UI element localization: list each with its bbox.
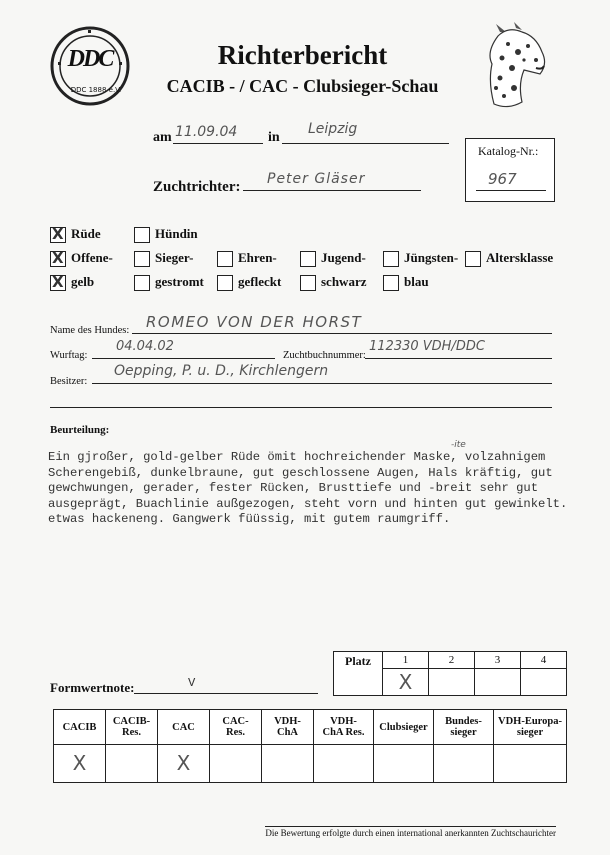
assessment-line: etwas hackeneng. Gangwerk füüssig, mit gutem raumgriff. xyxy=(48,512,451,527)
logo-letters: DDC xyxy=(67,46,113,72)
am-label: am xyxy=(153,130,172,145)
award-label: CACIB- xyxy=(112,716,151,727)
award-label: CACIB xyxy=(62,721,97,733)
option-label: Jüngsten- xyxy=(404,250,459,265)
option-label: schwarz xyxy=(321,274,367,289)
awards-table xyxy=(53,709,567,783)
zuchtrichter-label: Zuchtrichter: xyxy=(153,179,241,195)
checkbox-sieger[interactable] xyxy=(134,251,150,267)
checkbox-schwarz[interactable] xyxy=(300,275,316,291)
formwert-value: V xyxy=(188,676,196,690)
formwert-label: Formwertnote: xyxy=(50,680,135,695)
checkbox-offene[interactable] xyxy=(50,251,66,267)
award-label: ChA xyxy=(276,727,298,738)
checkbox-gelb[interactable] xyxy=(50,275,66,291)
option-ruede[interactable] xyxy=(50,226,101,243)
award-mark-cac-res[interactable] xyxy=(210,745,262,783)
zuchtbuch-value: 112330 VDH/DDC xyxy=(369,339,485,354)
check-mark: X xyxy=(52,273,64,292)
report-title: Richterbericht xyxy=(217,40,388,70)
assessment-line: gewchwungen, gerader, fester Rücken, Brusttiefe und -breit sehr gut xyxy=(48,481,539,496)
platz-mark-1[interactable]: X xyxy=(383,669,429,696)
option-schwarz[interactable] xyxy=(300,274,367,291)
option-label: Hündin xyxy=(155,226,198,241)
great-dane-illustration xyxy=(478,22,556,119)
award-mark-clubsieger[interactable] xyxy=(374,745,434,783)
katalog-label: Katalog-Nr.: xyxy=(478,144,539,158)
award-label: VDH- xyxy=(330,716,357,727)
option-label: blau xyxy=(404,274,429,289)
katalog-box xyxy=(465,138,555,202)
option-label: Jugend- xyxy=(321,250,366,265)
award-mark-cac[interactable]: X xyxy=(158,745,210,783)
footer-note: Die Bewertung erfolgte durch einen international anerkannten Zuchtschaurichter xyxy=(265,828,556,838)
platz-table xyxy=(333,651,567,696)
besitzer-extra-line xyxy=(50,393,552,408)
option-huendin[interactable] xyxy=(134,226,198,243)
option-gestromt[interactable] xyxy=(134,274,204,291)
option-altersklasse[interactable] xyxy=(465,250,553,267)
besitzer-field[interactable] xyxy=(92,363,552,384)
report-subtitle: CACIB - / CAC - Clubsieger-Schau xyxy=(166,76,439,96)
zuchtbuch-field[interactable] xyxy=(365,339,552,359)
platz-col-2: 2 xyxy=(429,652,475,669)
award-mark-vdh-cha-res[interactable] xyxy=(314,745,374,783)
logo-ring-text: DDC 1888 e.V. xyxy=(70,86,122,94)
checkbox-altersklasse[interactable] xyxy=(465,251,481,267)
award-label: CAC- xyxy=(222,716,249,727)
award-label: CAC xyxy=(172,721,195,733)
zuchtrichter-field[interactable] xyxy=(243,173,421,191)
checkbox-ehren[interactable] xyxy=(217,251,233,267)
assessment-line: ausgeprägt, Buachlinie außgezogen, steht vorn und hinten gut gewinkelt. xyxy=(48,496,568,511)
beurteilung-text xyxy=(48,450,608,528)
besitzer-label: Besitzer: xyxy=(50,376,88,387)
option-offene[interactable] xyxy=(50,250,113,267)
award-bundessieger xyxy=(434,710,494,745)
formwert-field[interactable] xyxy=(134,678,318,694)
correction-note: -ite xyxy=(451,440,466,450)
name-value: ROMEO VON DER HORST xyxy=(146,313,363,331)
award-cacib-res xyxy=(106,710,158,745)
zuchtrichter-value: Peter Gläser xyxy=(267,171,366,187)
award-mark-cacib-res[interactable] xyxy=(106,745,158,783)
checkbox-ruede[interactable] xyxy=(50,227,66,243)
wurftag-value: 04.04.02 xyxy=(116,339,174,354)
checkbox-gestromt[interactable] xyxy=(134,275,150,291)
award-label: Bundes- xyxy=(445,716,482,727)
award-label: Res. xyxy=(122,727,141,738)
platz-mark-4[interactable] xyxy=(521,669,567,696)
checkbox-gefleckt[interactable] xyxy=(217,275,233,291)
award-vdh-cha xyxy=(262,710,314,745)
in-label: in xyxy=(268,130,280,145)
katalog-value: 967 xyxy=(488,170,517,188)
ddc-logo xyxy=(50,26,130,106)
option-gefleckt[interactable] xyxy=(217,274,281,291)
zuchtbuch-label: Zuchtbuchnummer: xyxy=(283,350,366,361)
option-ehren[interactable] xyxy=(217,250,277,267)
option-label: gefleckt xyxy=(238,274,282,289)
award-clubsieger xyxy=(374,710,434,745)
award-vdh-cha-res xyxy=(314,710,374,745)
award-label: sieger xyxy=(450,727,477,738)
platz-col-4: 4 xyxy=(521,652,567,669)
option-label: Rüde xyxy=(71,226,101,241)
award-vdh-europasieger xyxy=(494,710,567,745)
platz-mark-3[interactable] xyxy=(475,669,521,696)
assessment-line: Ein gjroßer, gold-gelber Rüde ömit hochreichender Maske, volzahnigem xyxy=(48,450,546,464)
award-label: ChA Res. xyxy=(322,727,365,738)
option-juengsten[interactable] xyxy=(383,250,458,267)
option-gelb[interactable] xyxy=(50,274,94,291)
date-value: 11.09.04 xyxy=(175,124,238,140)
option-label: Ehren- xyxy=(238,250,277,265)
check-mark: X xyxy=(52,249,64,268)
checkbox-juengsten[interactable] xyxy=(383,251,399,267)
platz-col-1: 1 xyxy=(383,652,429,669)
assessment-line: Scherengebiß, dunkelbraune, gut geschlossene Augen, Hals kräftig, gut xyxy=(48,465,553,480)
place-field[interactable] xyxy=(282,121,449,144)
option-label: Sieger- xyxy=(155,250,194,265)
option-label: gelb xyxy=(71,274,95,289)
option-label: gestromt xyxy=(155,274,204,289)
check-mark: X xyxy=(52,225,64,244)
award-label: sieger xyxy=(516,727,544,738)
platz-col-3: 3 xyxy=(475,652,521,669)
wurftag-label: Wurftag: xyxy=(50,350,88,361)
award-label: VDH- xyxy=(274,716,301,727)
place-value: Leipzig xyxy=(308,121,358,137)
katalog-field[interactable] xyxy=(476,170,546,191)
award-mark-cacib[interactable]: X xyxy=(54,745,106,783)
award-label: Res. xyxy=(226,727,245,738)
option-label: Offene- xyxy=(71,250,113,265)
platz-label: Platz xyxy=(334,652,383,696)
name-label: Name des Hundes: xyxy=(50,325,130,336)
besitzer-value: Oepping, P. u. D., Kirchlengern xyxy=(114,363,329,379)
award-cac xyxy=(158,710,210,745)
option-sieger[interactable] xyxy=(134,250,194,267)
platz-mark-2[interactable] xyxy=(429,669,475,696)
award-label: Clubsieger xyxy=(379,721,428,733)
date-field[interactable] xyxy=(173,124,263,144)
checkbox-blau[interactable] xyxy=(383,275,399,291)
award-mark-vdh-europasieger[interactable] xyxy=(494,745,567,783)
award-mark-vdh-cha[interactable] xyxy=(262,745,314,783)
award-cacib xyxy=(54,710,106,745)
checkbox-huendin[interactable] xyxy=(134,227,150,243)
award-cac-res xyxy=(210,710,262,745)
option-blau[interactable] xyxy=(383,274,429,291)
wurftag-field[interactable] xyxy=(92,339,275,359)
checkbox-jugend[interactable] xyxy=(300,251,316,267)
option-label: Altersklasse xyxy=(486,250,554,265)
beurteilung-label: Beurteilung: xyxy=(50,424,110,436)
award-mark-bundessieger[interactable] xyxy=(434,745,494,783)
award-label: VDH-Europa- xyxy=(498,716,562,727)
name-field[interactable] xyxy=(132,313,552,334)
option-jugend[interactable] xyxy=(300,250,366,267)
